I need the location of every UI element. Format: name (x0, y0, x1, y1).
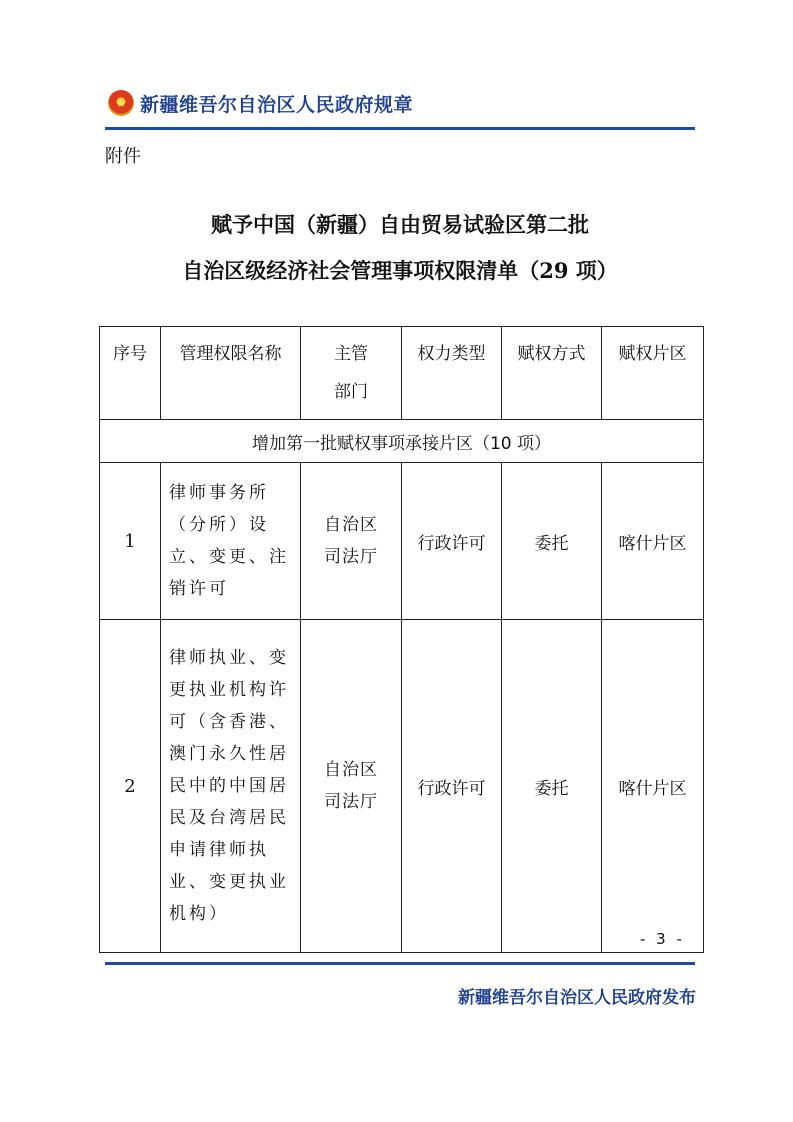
header-dept-line1: 主管 (334, 344, 368, 364)
header-name: 管理权限名称 (161, 327, 301, 420)
header-dept-line2: 部门 (334, 382, 368, 402)
row-method: 委托 (502, 463, 602, 620)
page-number: - 3 - (640, 930, 685, 948)
row-zone: 喀什片区 (602, 463, 704, 620)
row-no: 1 (100, 463, 161, 620)
header-no: 序号 (100, 327, 161, 420)
header-type: 权力类型 (402, 327, 502, 420)
row-dept (301, 463, 402, 620)
national-emblem-icon: ★ (108, 90, 134, 116)
footer-divider (105, 962, 695, 965)
document-title-line-1: 赋予中国（新疆）自由贸易试验区第二批 (211, 212, 589, 237)
row-type: 行政许可 (402, 620, 502, 953)
table-row (100, 463, 704, 620)
row-dept-line1: 自治区 (324, 515, 378, 535)
document-title-line-2: 自治区级经济社会管理事项权限清单（29 项） (182, 258, 618, 283)
header-zone: 赋权片区 (602, 327, 704, 420)
footer-publisher: 新疆维吾尔自治区人民政府发布 (458, 988, 696, 1008)
header-method: 赋权方式 (502, 327, 602, 420)
table-row (100, 620, 704, 953)
row-type: 行政许可 (402, 463, 502, 620)
row-name: 律师执业、变更执业机构许可（含香港、澳门永久性居民中的中国居民及台湾居民申请律师执业、变更执业机构） (161, 620, 301, 953)
section-row (100, 420, 704, 463)
row-dept-line1: 自治区 (324, 760, 378, 780)
header-divider (105, 127, 695, 130)
header-dept (301, 327, 402, 420)
row-name: 律师事务所（分所）设立、变更、注销许可 (161, 463, 301, 620)
authority-list-table (99, 326, 704, 953)
row-dept-line2: 司法厅 (324, 547, 378, 567)
row-method: 委托 (502, 620, 602, 953)
section-title: 增加第一批赋权事项承接片区（10 项） (100, 420, 704, 463)
attachment-label: 附件 (105, 146, 141, 167)
row-zone: 喀什片区 (602, 620, 704, 953)
page-header (108, 86, 698, 120)
row-dept (301, 620, 402, 953)
row-dept-line2: 司法厅 (324, 792, 378, 812)
header-title: 新疆维吾尔自治区人民政府规章 (140, 93, 414, 116)
row-no: 2 (100, 620, 161, 953)
table-header-row (100, 327, 704, 420)
